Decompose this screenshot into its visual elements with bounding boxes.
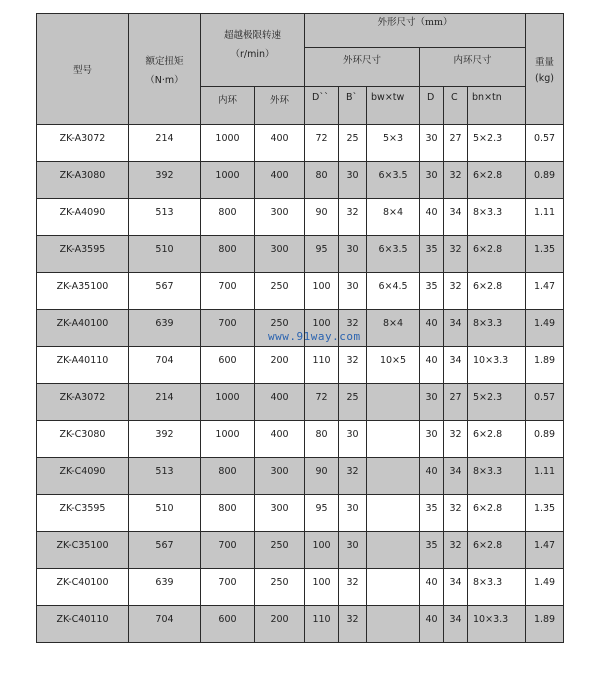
inner-diameter-cell: 35	[420, 495, 444, 532]
table-row	[37, 199, 564, 236]
table-row	[37, 125, 564, 162]
model-cell: ZK-A3072	[37, 384, 129, 421]
speed-outer-cell: 200	[255, 606, 305, 643]
table-row	[37, 495, 564, 532]
weight-cell: 1.35	[526, 236, 564, 273]
inner-diameter-cell: 40	[420, 347, 444, 384]
model-header: 型号	[37, 14, 129, 125]
keyway-bw-cell	[367, 606, 420, 643]
speed-outer-cell: 400	[255, 125, 305, 162]
keyway-bn-cell: 5×2.3	[468, 384, 526, 421]
keyway-bn-cell: 6×2.8	[468, 162, 526, 199]
table-row	[37, 162, 564, 199]
speed-inner-cell: 700	[201, 569, 255, 606]
speed-inner-cell: 800	[201, 495, 255, 532]
model-cell: ZK-C40100	[37, 569, 129, 606]
speed-inner-cell: 800	[201, 199, 255, 236]
weight-cell: 1.89	[526, 347, 564, 384]
width-b-cell: 30	[339, 421, 367, 458]
torque-cell: 639	[129, 569, 201, 606]
table-row	[37, 347, 564, 384]
inner-diameter-header: D	[420, 86, 444, 124]
outer-diameter-cell: 100	[305, 310, 339, 347]
keyway-bn-cell: 8×3.3	[468, 458, 526, 495]
model-cell: ZK-C35100	[37, 532, 129, 569]
weight-cell: 1.11	[526, 458, 564, 495]
width-b-cell: 25	[339, 125, 367, 162]
speed-outer-cell: 300	[255, 458, 305, 495]
torque-cell: 639	[129, 310, 201, 347]
table-row	[37, 458, 564, 495]
speed-inner-cell: 800	[201, 458, 255, 495]
torque-cell: 510	[129, 495, 201, 532]
inner-diameter-cell: 40	[420, 569, 444, 606]
torque-cell: 513	[129, 199, 201, 236]
torque-cell: 214	[129, 125, 201, 162]
keyway-bn-cell: 6×2.8	[468, 421, 526, 458]
speed-outer-cell: 250	[255, 532, 305, 569]
width-c-cell: 32	[444, 495, 468, 532]
table-row	[37, 606, 564, 643]
speed-outer-cell: 250	[255, 273, 305, 310]
speed-inner-header: 内环	[201, 86, 255, 124]
width-c-cell: 27	[444, 384, 468, 421]
keyway-bw-cell: 8×4	[367, 310, 420, 347]
table-row	[37, 532, 564, 569]
weight-cell: 0.57	[526, 384, 564, 421]
torque-cell: 392	[129, 162, 201, 199]
speed-inner-cell: 700	[201, 532, 255, 569]
inner-diameter-cell: 35	[420, 273, 444, 310]
model-cell: ZK-A35100	[37, 273, 129, 310]
weight-cell: 1.47	[526, 273, 564, 310]
width-c-cell: 32	[444, 273, 468, 310]
speed-outer-header: 外环	[255, 86, 305, 124]
model-cell: ZK-A4090	[37, 199, 129, 236]
table-row	[37, 569, 564, 606]
width-c-cell: 32	[444, 532, 468, 569]
width-b-cell: 30	[339, 162, 367, 199]
torque-cell: 214	[129, 384, 201, 421]
speed-inner-cell: 700	[201, 310, 255, 347]
inner-diameter-cell: 30	[420, 384, 444, 421]
weight-cell: 1.47	[526, 532, 564, 569]
width-c-cell: 34	[444, 347, 468, 384]
table-body	[37, 125, 564, 643]
outer-diameter-cell: 110	[305, 347, 339, 384]
outer-diameter-cell: 80	[305, 162, 339, 199]
keyway-bn-cell: 8×3.3	[468, 569, 526, 606]
width-b-header: B`	[339, 86, 367, 124]
keyway-bw-cell	[367, 495, 420, 532]
speed-outer-cell: 400	[255, 162, 305, 199]
speed-outer-cell: 400	[255, 421, 305, 458]
width-b-cell: 25	[339, 384, 367, 421]
speed-header: 超越极限转速 （r/min）	[201, 14, 305, 87]
keyway-bw-cell	[367, 421, 420, 458]
torque-cell: 513	[129, 458, 201, 495]
width-b-cell: 30	[339, 495, 367, 532]
keyway-bn-cell: 8×3.3	[468, 310, 526, 347]
speed-inner-cell: 1000	[201, 384, 255, 421]
width-b-cell: 32	[339, 347, 367, 384]
weight-cell: 0.89	[526, 421, 564, 458]
keyway-bw-cell	[367, 569, 420, 606]
width-b-cell: 32	[339, 199, 367, 236]
model-cell: ZK-A3595	[37, 236, 129, 273]
width-c-cell: 34	[444, 606, 468, 643]
weight-cell: 1.11	[526, 199, 564, 236]
table-row	[37, 273, 564, 310]
weight-cell: 1.89	[526, 606, 564, 643]
inner-diameter-cell: 30	[420, 125, 444, 162]
model-cell: ZK-C4090	[37, 458, 129, 495]
speed-inner-cell: 800	[201, 236, 255, 273]
table-row	[37, 310, 564, 347]
keyway-bn-cell: 6×2.8	[468, 236, 526, 273]
weight-cell: 0.57	[526, 125, 564, 162]
width-c-cell: 32	[444, 162, 468, 199]
speed-outer-cell: 300	[255, 236, 305, 273]
width-c-cell: 34	[444, 569, 468, 606]
model-cell: ZK-A3072	[37, 125, 129, 162]
keyway-bw-cell: 10×5	[367, 347, 420, 384]
model-cell: ZK-A40110	[37, 347, 129, 384]
weight-cell: 1.49	[526, 310, 564, 347]
speed-inner-cell: 1000	[201, 162, 255, 199]
table-header	[37, 14, 564, 125]
inner-dims-header: 内环尺寸	[420, 48, 526, 86]
inner-diameter-cell: 40	[420, 310, 444, 347]
inner-diameter-cell: 30	[420, 421, 444, 458]
speed-outer-cell: 200	[255, 347, 305, 384]
weight-cell: 1.49	[526, 569, 564, 606]
speed-outer-cell: 250	[255, 310, 305, 347]
width-b-cell: 32	[339, 310, 367, 347]
inner-diameter-cell: 30	[420, 162, 444, 199]
width-c-header: C	[444, 86, 468, 124]
keyway-bw-cell	[367, 384, 420, 421]
speed-inner-cell: 600	[201, 347, 255, 384]
keyway-bw-cell	[367, 532, 420, 569]
torque-cell: 567	[129, 532, 201, 569]
width-b-cell: 30	[339, 532, 367, 569]
width-b-cell: 32	[339, 458, 367, 495]
keyway-bn-cell: 10×3.3	[468, 606, 526, 643]
inner-diameter-cell: 35	[420, 532, 444, 569]
speed-inner-cell: 1000	[201, 421, 255, 458]
table-row	[37, 236, 564, 273]
spec-table	[36, 13, 564, 643]
outer-diameter-cell: 90	[305, 458, 339, 495]
width-b-cell: 32	[339, 606, 367, 643]
torque-header: 额定扭矩 （N·m）	[129, 14, 201, 125]
width-c-cell: 27	[444, 125, 468, 162]
table-row	[37, 421, 564, 458]
inner-diameter-cell: 35	[420, 236, 444, 273]
speed-inner-cell: 1000	[201, 125, 255, 162]
speed-outer-cell: 300	[255, 199, 305, 236]
table-row	[37, 384, 564, 421]
keyway-bw-cell: 6×4.5	[367, 273, 420, 310]
keyway-bn-header: bn×tn	[468, 86, 526, 124]
keyway-bw-cell: 5×3	[367, 125, 420, 162]
model-cell: ZK-A40100	[37, 310, 129, 347]
torque-cell: 704	[129, 606, 201, 643]
speed-outer-cell: 300	[255, 495, 305, 532]
keyway-bw-cell: 8×4	[367, 199, 420, 236]
keyway-bn-cell: 8×3.3	[468, 199, 526, 236]
width-c-cell: 32	[444, 236, 468, 273]
keyway-bn-cell: 5×2.3	[468, 125, 526, 162]
torque-cell: 510	[129, 236, 201, 273]
outer-dims-header: 外环尺寸	[305, 48, 420, 86]
outer-diameter-cell: 100	[305, 532, 339, 569]
weight-cell: 0.89	[526, 162, 564, 199]
outer-diameter-cell: 110	[305, 606, 339, 643]
dimensions-header: 外形尺寸（mm）	[305, 14, 526, 48]
width-c-cell: 34	[444, 310, 468, 347]
outer-diameter-cell: 90	[305, 199, 339, 236]
torque-cell: 392	[129, 421, 201, 458]
speed-outer-cell: 400	[255, 384, 305, 421]
width-c-cell: 32	[444, 421, 468, 458]
outer-diameter-cell: 95	[305, 236, 339, 273]
keyway-bn-cell: 6×2.8	[468, 495, 526, 532]
keyway-bn-cell: 6×2.8	[468, 273, 526, 310]
watermark: www.91way.com	[268, 330, 361, 343]
speed-inner-cell: 600	[201, 606, 255, 643]
outer-diameter-header: D``	[305, 86, 339, 124]
keyway-bn-cell: 6×2.8	[468, 532, 526, 569]
model-cell: ZK-C3080	[37, 421, 129, 458]
keyway-bw-header: bw×tw	[367, 86, 420, 124]
weight-cell: 1.35	[526, 495, 564, 532]
model-cell: ZK-C40110	[37, 606, 129, 643]
outer-diameter-cell: 100	[305, 569, 339, 606]
speed-inner-cell: 700	[201, 273, 255, 310]
width-c-cell: 34	[444, 458, 468, 495]
inner-diameter-cell: 40	[420, 606, 444, 643]
width-b-cell: 30	[339, 273, 367, 310]
outer-diameter-cell: 80	[305, 421, 339, 458]
outer-diameter-cell: 100	[305, 273, 339, 310]
width-b-cell: 30	[339, 236, 367, 273]
keyway-bw-cell: 6×3.5	[367, 162, 420, 199]
model-cell: ZK-C3595	[37, 495, 129, 532]
outer-diameter-cell: 72	[305, 125, 339, 162]
width-b-cell: 32	[339, 569, 367, 606]
torque-cell: 567	[129, 273, 201, 310]
keyway-bw-cell	[367, 458, 420, 495]
outer-diameter-cell: 72	[305, 384, 339, 421]
inner-diameter-cell: 40	[420, 199, 444, 236]
model-cell: ZK-A3080	[37, 162, 129, 199]
keyway-bw-cell: 6×3.5	[367, 236, 420, 273]
torque-cell: 704	[129, 347, 201, 384]
outer-diameter-cell: 95	[305, 495, 339, 532]
width-c-cell: 34	[444, 199, 468, 236]
speed-outer-cell: 250	[255, 569, 305, 606]
keyway-bn-cell: 10×3.3	[468, 347, 526, 384]
inner-diameter-cell: 40	[420, 458, 444, 495]
weight-header: 重量 (kg)	[526, 14, 564, 125]
